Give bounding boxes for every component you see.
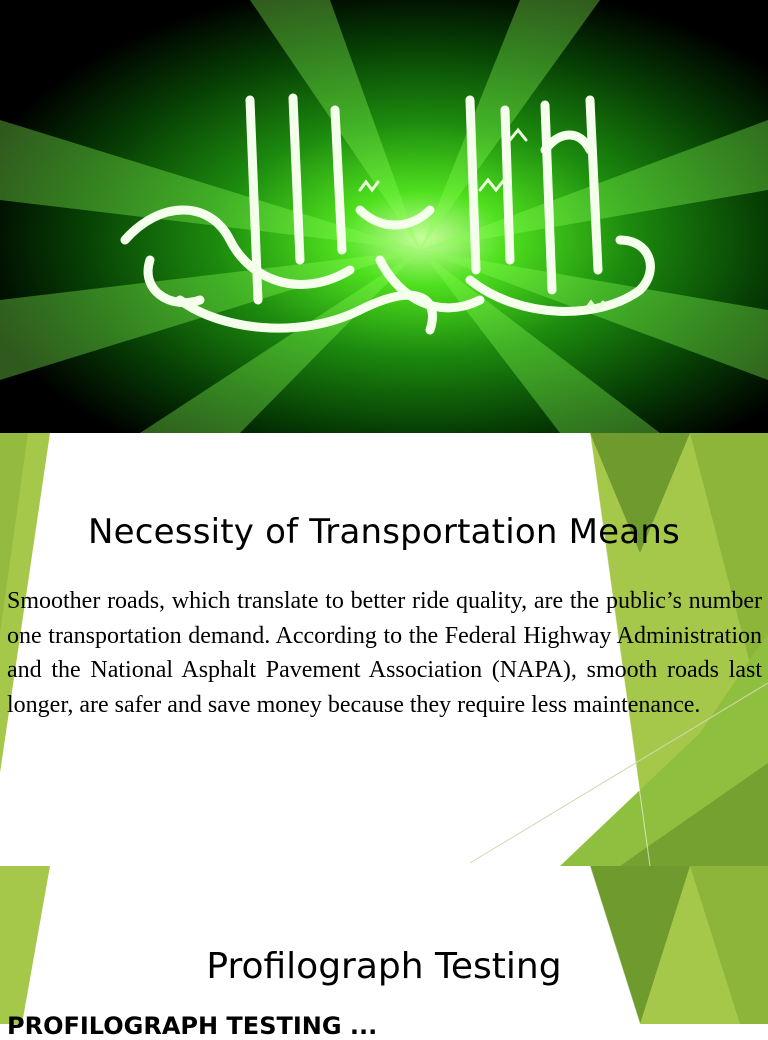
slide-body-text: Smoother roads, which translate to better ride quality, are the public’s number one transportation demand. According to the Federal Highway Administration and the National Asphalt Pavement Association (NAPA), smooth roads last longer, are safer and save money because they require less maintenance. <box>7 588 762 718</box>
slide-profilograph <box>0 866 768 1040</box>
green-facet-decoration <box>0 866 768 1024</box>
slide-title: Necessity of Transportation Means <box>88 511 680 552</box>
slide-necessity <box>0 433 768 866</box>
slide-body-text-cutoff: PROFILOGRAPH TESTING ... <box>7 1012 378 1040</box>
calligraphy-slide <box>0 0 768 433</box>
bismillah-calligraphy-icon <box>0 0 768 433</box>
slide-title: Profilograph Testing <box>206 946 562 988</box>
